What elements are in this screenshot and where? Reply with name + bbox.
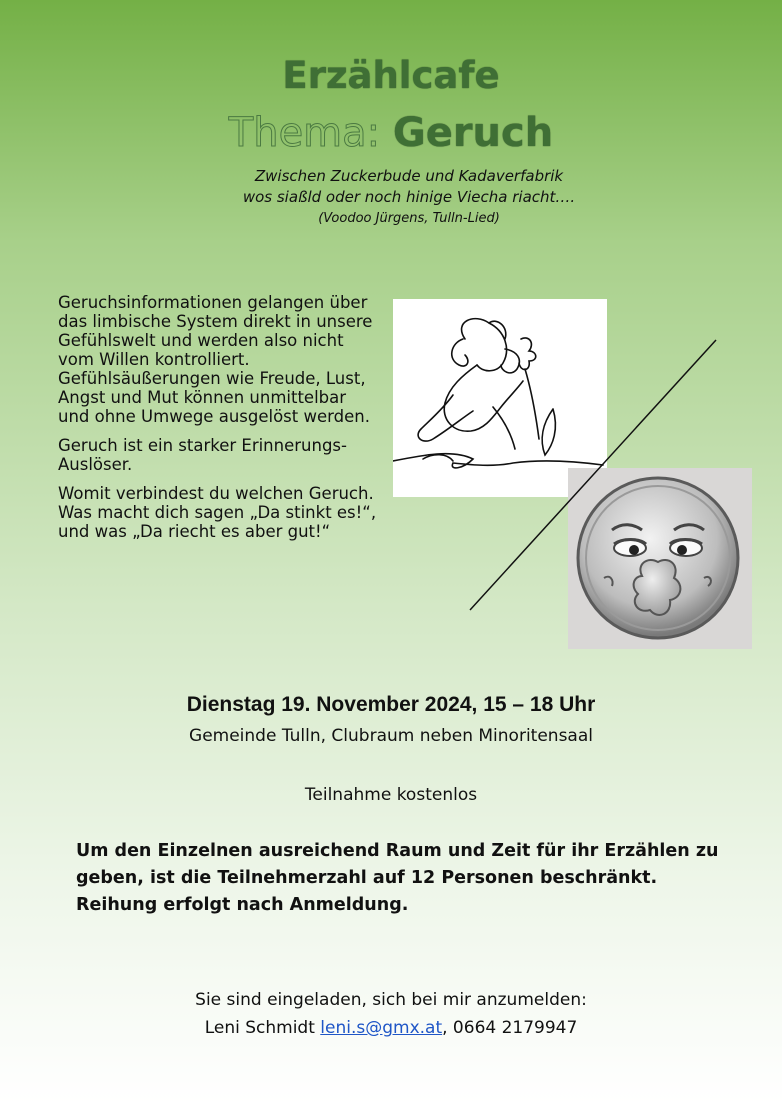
emoji-holding-nose-image — [568, 468, 752, 649]
event-fee: Teilnahme kostenlos — [304, 785, 478, 805]
intro-paragraph-2: Geruch ist ein starker Erinnerungs-Auslöser. — [58, 436, 347, 474]
event-location: Gemeinde Tulln, Clubraum neben Minoritensaal — [189, 726, 593, 746]
quote-line-1: Zwischen Zuckerbude und Kadaverfabrik — [254, 167, 564, 185]
quote-line-2: wos siaßld oder noch hinige Viecha riacht…. — [242, 188, 576, 206]
contact-line — [0, 1014, 782, 1042]
theme-topic: Geruch — [392, 110, 554, 156]
theme-label: Thema: — [228, 110, 381, 156]
intro-paragraph-3: Womit verbindest du welchen Geruch. Was macht dich sagen „Da stinkt es!“, und was „Da riecht es aber gut!“ — [58, 484, 377, 541]
intro-paragraph-1: Geruchsinformationen gelangen über das limbische System direkt in unsere Gefühlswelt und werden also nicht vom Willen kontrolliert. Gefühlsäußerungen wie Freude, Lust, Angst und Mut können unmittelbar und ohne Umwege ausgelöst werden. — [58, 293, 373, 426]
event-date: Dienstag 19. November 2024, 15 – 18 Uhr — [186, 693, 596, 716]
quote-source: (Voodoo Jürgens, Tulln-Lied) — [318, 211, 500, 226]
participant-notice: Um den Einzelnen ausreichend Raum und Zeit für ihr Erzählen zu geben, ist die Teilnehmerzahl auf 12 Personen beschränkt. Reihung erfolgt nach Anmeldung. — [76, 841, 719, 915]
email-link[interactable]: leni.s@gmx.at — [320, 1018, 443, 1038]
theme-heading — [0, 110, 782, 156]
event-title: Erzählcafe — [282, 54, 500, 97]
contact-phone: , 0664 2179947 — [442, 1018, 578, 1038]
intro-text — [58, 293, 378, 551]
invite-text: Sie sind eingeladen, sich bei mir anzumelden: — [195, 990, 587, 1010]
contact-name: Leni Schmidt — [204, 1018, 321, 1038]
contact-block — [0, 986, 782, 1042]
song-quote — [0, 166, 782, 229]
